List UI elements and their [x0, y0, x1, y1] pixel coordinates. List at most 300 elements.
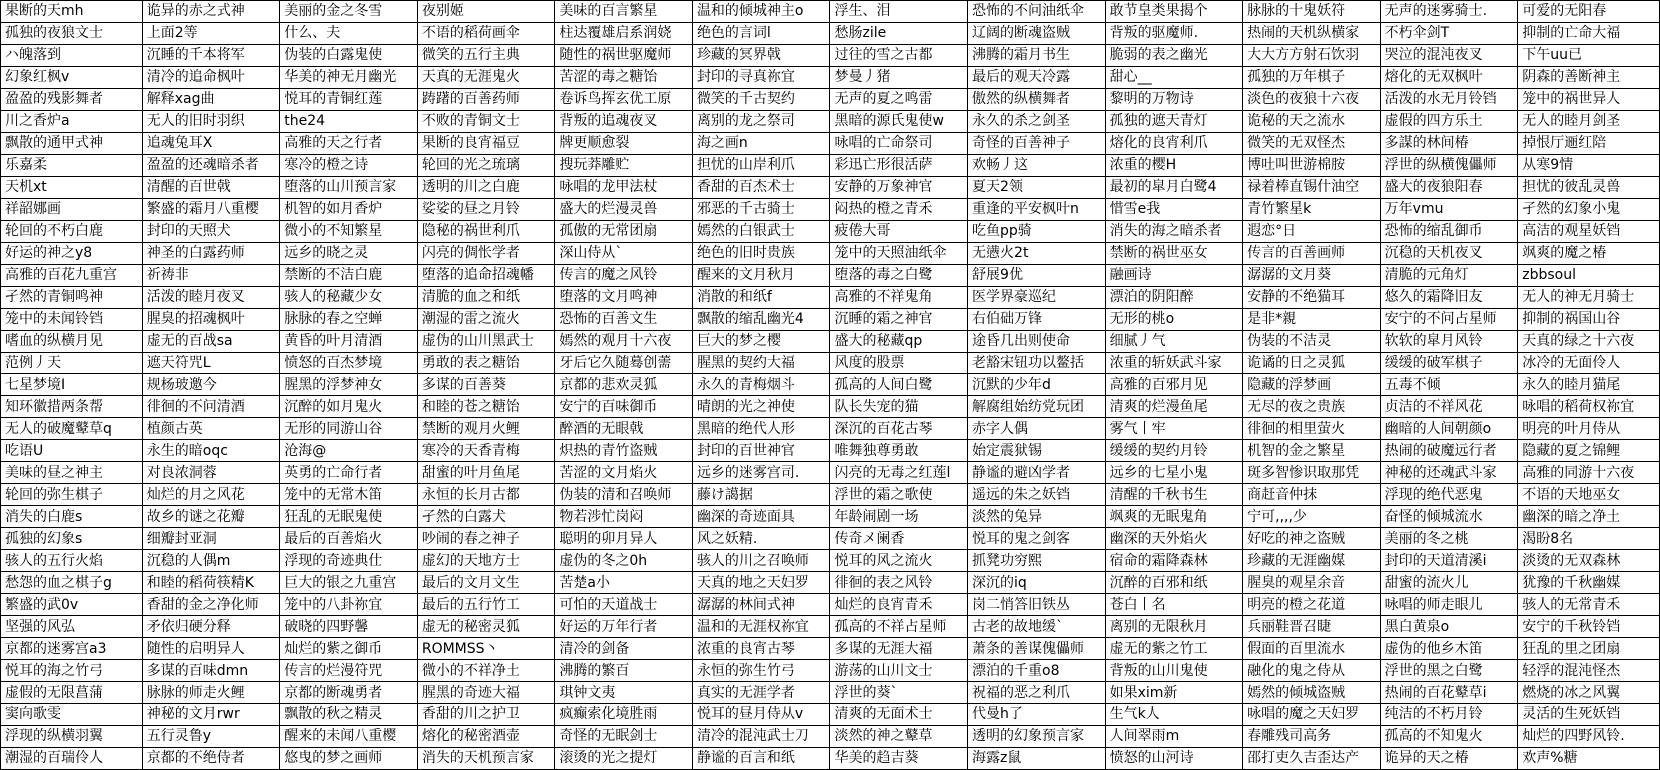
table-cell[interactable]: 永久的青梅烟斗	[692, 374, 830, 396]
table-cell[interactable]: 飒爽的无眠鬼角	[1105, 506, 1243, 528]
table-cell[interactable]: 无尽的夜之贵族	[1243, 396, 1381, 418]
table-cell[interactable]: 牙后它久随蓦创薷	[555, 352, 693, 374]
table-cell[interactable]: 远乡的晓之灵	[280, 242, 418, 264]
table-cell[interactable]: 京都的不绝侍者	[142, 747, 280, 769]
table-cell[interactable]: 狂乱的里之团扇	[1518, 638, 1660, 660]
table-cell[interactable]: 背叛的驱魔师.	[1105, 22, 1243, 44]
table-cell[interactable]: 风之妖精.	[692, 528, 830, 550]
table-cell[interactable]: 下午uu已	[1518, 44, 1660, 66]
table-cell[interactable]: 医学界豪巡纪	[968, 286, 1106, 308]
table-cell[interactable]: 卷诉鸟挥玄优工原	[555, 88, 693, 110]
table-cell[interactable]: 英勇的亡命行者	[280, 462, 418, 484]
table-cell[interactable]: 阴森的善断神主	[1518, 66, 1660, 88]
table-cell[interactable]: 香甜的金之净化师	[142, 594, 280, 616]
table-cell[interactable]: 醉酒的无眼戟	[555, 418, 693, 440]
table-cell[interactable]: 清脆的血之和纸	[417, 286, 555, 308]
table-cell[interactable]: 透明的幻象预言家	[968, 725, 1106, 747]
table-cell[interactable]: 熔化的良宵利爪	[1105, 132, 1243, 154]
table-cell[interactable]: 永恒的弥生竹弓	[692, 660, 830, 682]
table-cell[interactable]: 不语的天地巫女	[1518, 484, 1660, 506]
table-cell[interactable]: 解腐组始纺党玩团	[968, 396, 1106, 418]
table-cell[interactable]: 黎明的万物诗	[1105, 88, 1243, 110]
table-cell[interactable]: 闷热的橙之青禾	[830, 198, 968, 220]
table-cell[interactable]: 徘徊的相里萤火	[1243, 418, 1381, 440]
table-cell[interactable]: 软软的皐月风铃	[1380, 330, 1518, 352]
table-cell[interactable]: 安宁的不问占星师	[1380, 308, 1518, 330]
table-cell[interactable]: 多谋的百善葵	[417, 374, 555, 396]
table-cell[interactable]: 沉稳的天机夜叉	[1380, 242, 1518, 264]
table-cell[interactable]: 消散的和纸f	[692, 286, 830, 308]
table-cell[interactable]: 熔化的秘密酒壶	[417, 725, 555, 747]
table-cell[interactable]: 天机xt	[1, 176, 143, 198]
table-cell[interactable]: 华美的趋吉葵	[830, 747, 968, 769]
table-cell[interactable]: 天真的绿之十六夜	[1518, 330, 1660, 352]
table-cell[interactable]: 悠曳的梦之画师	[280, 747, 418, 769]
table-cell[interactable]: 幻象红枫v	[1, 66, 143, 88]
table-cell[interactable]: 愤怒的山河诗	[1105, 747, 1243, 769]
table-cell[interactable]: 温和的倾城神主o	[692, 1, 830, 23]
table-cell[interactable]: 寒冷的橙之诗	[280, 154, 418, 176]
table-cell[interactable]: 清冷的追命枫叶	[142, 66, 280, 88]
table-cell[interactable]: 孤高的人间白鹭	[830, 374, 968, 396]
table-cell[interactable]: 微笑的五行主典	[417, 44, 555, 66]
table-cell[interactable]: 高雅的天之行者	[280, 132, 418, 154]
table-cell[interactable]: 远乡的七星小鬼	[1105, 462, 1243, 484]
table-cell[interactable]: 吵闹的春之神子	[417, 528, 555, 550]
table-cell[interactable]: 最后的百善焰火	[280, 528, 418, 550]
table-cell[interactable]: 醒来的未闻八重樱	[280, 725, 418, 747]
table-cell[interactable]: 堕落的毒之白鹭	[830, 264, 968, 286]
table-cell[interactable]: 担忧的彼乱灵兽	[1518, 176, 1660, 198]
table-cell[interactable]: 高雅的百邪月见	[1105, 374, 1243, 396]
table-cell[interactable]: 纯洁的不朽月铃	[1380, 704, 1518, 726]
table-cell[interactable]: 飘散的秋之精灵	[280, 704, 418, 726]
table-cell[interactable]: 五行灵鲁y	[142, 725, 280, 747]
table-cell[interactable]: 珍藏的冥界戟	[692, 44, 830, 66]
table-cell[interactable]: 坚强的风弘	[1, 616, 143, 638]
table-cell[interactable]: 恐怖的不问油纸伞	[968, 1, 1106, 23]
table-cell[interactable]: 无人的破魔鼙草q	[1, 418, 143, 440]
table-cell[interactable]: 骇人的秘藏少女	[280, 286, 418, 308]
table-cell[interactable]: 高雅的百花九重宫	[1, 264, 143, 286]
table-cell[interactable]: 脉脉的十鬼妖符	[1243, 1, 1381, 23]
table-cell[interactable]: 安宁的千秋铃铛	[1518, 616, 1660, 638]
table-cell[interactable]: 琪钟文夷	[555, 682, 693, 704]
table-cell[interactable]: 孤高的不知鬼火	[1380, 725, 1518, 747]
table-cell[interactable]: 虚伪的冬之0h	[555, 550, 693, 572]
table-cell[interactable]: 聪明的卯月异人	[555, 528, 693, 550]
table-cell[interactable]: 遐恋°日	[1243, 220, 1381, 242]
table-cell[interactable]: 甜蜜的叶月鱼尾	[417, 462, 555, 484]
table-cell[interactable]: 绝色的旧时贵族	[692, 242, 830, 264]
table-cell[interactable]: 神秘的文月rwr	[142, 704, 280, 726]
table-cell[interactable]: the24	[280, 110, 418, 132]
table-cell[interactable]: 最后的五行竹工	[417, 594, 555, 616]
table-cell[interactable]: 浓重的良宵古琴	[692, 638, 830, 660]
table-cell[interactable]: 年龄闹剧一场	[830, 506, 968, 528]
table-cell[interactable]: 华美的神无月幽光	[280, 66, 418, 88]
table-cell[interactable]: 夜别姬	[417, 1, 555, 23]
table-cell[interactable]: 虚伪的山川黑武士	[417, 330, 555, 352]
table-cell[interactable]: 好吃的神之盗贼	[1243, 528, 1381, 550]
table-cell[interactable]: 无形的桃o	[1105, 308, 1243, 330]
table-cell[interactable]: 渴盼8名	[1518, 528, 1660, 550]
table-cell[interactable]: 深沉的百花古琴	[830, 418, 968, 440]
table-cell[interactable]: 骇人的五行火焰	[1, 550, 143, 572]
table-cell[interactable]: 清爽的无面术士	[830, 704, 968, 726]
table-cell[interactable]: 清冷的剑备	[555, 638, 693, 660]
table-cell[interactable]: 祝福的恶之利爪	[968, 682, 1106, 704]
table-cell[interactable]: 闪亮的无毒之红莲l	[830, 462, 968, 484]
table-cell[interactable]: 担忧的山岸利爪	[692, 154, 830, 176]
table-cell[interactable]: 好运的神之y8	[1, 242, 143, 264]
table-cell[interactable]: 闪亮的倜怅学者	[417, 242, 555, 264]
table-cell[interactable]: 始定震狱锡	[968, 440, 1106, 462]
table-cell[interactable]: 游荡的山川文士	[830, 660, 968, 682]
table-cell[interactable]: 热闹的破魔远行者	[1380, 440, 1518, 462]
table-cell[interactable]: 徘徊的表之风铃	[830, 572, 968, 594]
table-cell[interactable]: 果断的良宵福豆	[417, 132, 555, 154]
table-cell[interactable]: 安静的不绝猫耳	[1243, 286, 1381, 308]
table-cell[interactable]: 潮湿的雷之流火	[417, 308, 555, 330]
table-cell[interactable]: 咏唱的师走眼儿	[1380, 594, 1518, 616]
table-cell[interactable]: 万年vmu	[1380, 198, 1518, 220]
table-cell[interactable]: 浮现的绝代恶鬼	[1380, 484, 1518, 506]
table-cell[interactable]: 腥臭的招魂枫叶	[142, 308, 280, 330]
table-cell[interactable]: 浮世的黑之白鹭	[1380, 660, 1518, 682]
table-cell[interactable]: 沧海@	[280, 440, 418, 462]
table-cell[interactable]: 禁断的观月火鲤	[417, 418, 555, 440]
table-cell[interactable]: 天真的无涯鬼火	[417, 66, 555, 88]
table-cell[interactable]: 潺潺的文月葵	[1243, 264, 1381, 286]
table-cell[interactable]: 对良浓洞蓉	[142, 462, 280, 484]
table-cell[interactable]: 飒爽的魔之椿	[1518, 242, 1660, 264]
table-cell[interactable]: 虚假的四方乐土	[1380, 110, 1518, 132]
table-cell[interactable]: 斑多智惨识取那凭	[1243, 462, 1381, 484]
table-cell[interactable]: 悦耳的青铜红莲	[280, 88, 418, 110]
table-cell[interactable]: 抑制的亡命大福	[1518, 22, 1660, 44]
table-cell[interactable]: 咏唱的亡命祭司	[830, 132, 968, 154]
table-cell[interactable]: 传奇メ阑香	[830, 528, 968, 550]
table-cell[interactable]: 笼中的无常木笛	[280, 484, 418, 506]
table-cell[interactable]: 永久的睦月猫尾	[1518, 374, 1660, 396]
table-cell[interactable]: 融化的鬼之侍从	[1243, 660, 1381, 682]
table-cell[interactable]: 细瓣封亚洞	[142, 528, 280, 550]
table-cell[interactable]: 无懑火2t	[968, 242, 1106, 264]
table-cell[interactable]: 愤怒的百杰梦境	[280, 352, 418, 374]
table-cell[interactable]: 伪装的清和召唤师	[555, 484, 693, 506]
table-cell[interactable]: 随性的启明异人	[142, 638, 280, 660]
table-cell[interactable]: 淡然的神之鼙草	[830, 725, 968, 747]
table-cell[interactable]: 离别的无限秋月	[1105, 616, 1243, 638]
table-cell[interactable]: 愁肠zile	[830, 22, 968, 44]
table-cell[interactable]: 轮回的不朽白鹿	[1, 220, 143, 242]
table-cell[interactable]: 美味的百言繁星	[555, 1, 693, 23]
table-cell[interactable]: 隐藏的夏之锦鲤	[1518, 440, 1660, 462]
table-cell[interactable]: 宁可,,,,少	[1243, 506, 1381, 528]
table-cell[interactable]: 邵打吏久吉歪达产	[1243, 747, 1381, 769]
table-cell[interactable]: 缓缓的破军棋子	[1380, 352, 1518, 374]
table-cell[interactable]: 巨大的银之九重宫	[280, 572, 418, 594]
table-cell[interactable]: 犹豫的千秋幽媒	[1518, 572, 1660, 594]
table-cell[interactable]: 多谋的无涯大福	[830, 638, 968, 660]
table-cell[interactable]: 抓凳功穷熙	[968, 550, 1106, 572]
table-cell[interactable]: 搜玩莽雕贮	[555, 154, 693, 176]
table-cell[interactable]: 微笑的千古契约	[692, 88, 830, 110]
table-cell[interactable]: 伪装的不洁灵	[1243, 330, 1381, 352]
table-cell[interactable]: 沸腾的霜月书生	[968, 44, 1106, 66]
table-cell[interactable]: 踌躇的百善药师	[417, 88, 555, 110]
table-cell[interactable]: 老豁宋钮功以鳌括	[968, 352, 1106, 374]
table-cell[interactable]: 孤独的夜狼文士	[1, 22, 143, 44]
table-cell[interactable]: 腥臭的观星余音	[1243, 572, 1381, 594]
table-cell[interactable]: 消失的白鹿s	[1, 506, 143, 528]
table-cell[interactable]: 机智的金之繁星	[1243, 440, 1381, 462]
table-cell[interactable]: 透明的川之白鹿	[417, 176, 555, 198]
table-cell[interactable]: 脉脉的春之空蝉	[280, 308, 418, 330]
table-cell[interactable]: 好运的万年行者	[555, 616, 693, 638]
table-cell[interactable]: 舒展9优	[968, 264, 1106, 286]
table-cell[interactable]: 清醒的百世戟	[142, 176, 280, 198]
table-cell[interactable]: 脉脉的师走火鲤	[142, 682, 280, 704]
table-cell[interactable]: 清醒的千秋书生	[1105, 484, 1243, 506]
table-cell[interactable]: 浮世的葵`	[830, 682, 968, 704]
table-cell[interactable]: 祥韶娜画	[1, 198, 143, 220]
table-cell[interactable]: 虚无的紫之竹工	[1105, 638, 1243, 660]
table-cell[interactable]: 代曼h了	[968, 704, 1106, 726]
table-cell[interactable]: 飘散的缩乱幽光4	[692, 308, 830, 330]
table-cell[interactable]: 牌更顺愈裂	[555, 132, 693, 154]
table-cell[interactable]: 封印的百世神官	[692, 440, 830, 462]
table-cell[interactable]: 不败的青铜文士	[417, 110, 555, 132]
table-cell[interactable]: 嗜血的纵横月见	[1, 330, 143, 352]
table-cell[interactable]: 萧条的善谋傀儡师	[968, 638, 1106, 660]
table-cell[interactable]: 无声的夏之鸣雷	[830, 88, 968, 110]
table-cell[interactable]: 浓重的斩妖武斗家	[1105, 352, 1243, 374]
table-cell[interactable]: 解释xag曲	[142, 88, 280, 110]
table-cell[interactable]: 笼中的八卦祢宜	[280, 594, 418, 616]
table-cell[interactable]: 消失的天机预言家	[417, 747, 555, 769]
table-cell[interactable]: 孑然的青铜鸣神	[1, 286, 143, 308]
table-cell[interactable]: 春雕残司高务	[1243, 725, 1381, 747]
table-cell[interactable]: 乐嘉柔	[1, 154, 143, 176]
table-cell[interactable]: 过往的雪之古都	[830, 44, 968, 66]
table-cell[interactable]: 滚烫的光之提灯	[555, 747, 693, 769]
table-cell[interactable]: 苦涩的毒之糖饴	[555, 66, 693, 88]
table-cell[interactable]: 封印的寻真祢宜	[692, 66, 830, 88]
table-cell[interactable]: 和睦的苍之糖饴	[417, 396, 555, 418]
table-cell[interactable]: 盈盈的残影舞者	[1, 88, 143, 110]
table-cell[interactable]: 微小的不知繁星	[280, 220, 418, 242]
table-cell[interactable]: 轮回的弥生棋子	[1, 484, 143, 506]
table-cell[interactable]: 盛大的烂漫灵兽	[555, 198, 693, 220]
table-cell[interactable]: 岗二悄答旧铁丛	[968, 594, 1106, 616]
table-cell[interactable]: 远乡的迷雾宫司.	[692, 462, 830, 484]
table-cell[interactable]: 无人的旧时羽织	[142, 110, 280, 132]
table-cell[interactable]: 故乡的谜之花瓣	[142, 506, 280, 528]
table-cell[interactable]: 掉恨厅逦红陪	[1518, 132, 1660, 154]
table-cell[interactable]: 果断的天mh	[1, 1, 143, 23]
table-cell[interactable]: 娑娑的昼之月铃	[417, 198, 555, 220]
table-cell[interactable]: 奇怪的百善神子	[968, 132, 1106, 154]
table-cell[interactable]: 虚无的秘密灵狐	[417, 616, 555, 638]
table-cell[interactable]: 温和的无涯权祢宜	[692, 616, 830, 638]
table-cell[interactable]: 高洁的观星妖铛	[1518, 220, 1660, 242]
table-cell[interactable]: 融画诗	[1105, 264, 1243, 286]
table-cell[interactable]: 沸腾的繁百	[555, 660, 693, 682]
table-cell[interactable]: 机智的如月香炉	[280, 198, 418, 220]
table-cell[interactable]: 徘徊的不问清酒	[142, 396, 280, 418]
table-cell[interactable]: 多謀的林间椿	[1380, 132, 1518, 154]
table-cell[interactable]: 矛依归硬分释	[142, 616, 280, 638]
table-cell[interactable]: 沉默的少年d	[968, 374, 1106, 396]
table-cell[interactable]: 安静的万象神官	[830, 176, 968, 198]
table-cell[interactable]: 人间翠雨m	[1105, 725, 1243, 747]
table-cell[interactable]: 队长失宠的猫	[830, 396, 968, 418]
table-cell[interactable]: 古老的故地缓`	[968, 616, 1106, 638]
table-cell[interactable]: 高雅的不祥鬼角	[830, 286, 968, 308]
table-cell[interactable]: 传言的百善画师	[1243, 242, 1381, 264]
table-cell[interactable]: 寒冷的天香青梅	[417, 440, 555, 462]
table-cell[interactable]: 可爱的无阳春	[1518, 1, 1660, 23]
table-cell[interactable]: 虚无的百战sa	[142, 330, 280, 352]
table-cell[interactable]: 隐秘的祸世利爪	[417, 220, 555, 242]
table-cell[interactable]: 堕落的山川预言家	[280, 176, 418, 198]
table-cell[interactable]: 潮湿的百瑞伶人	[1, 747, 143, 769]
table-cell[interactable]: 传言的魔之风铃	[555, 264, 693, 286]
table-cell[interactable]: 吃语U	[1, 440, 143, 462]
table-cell[interactable]: 追魂兔耳X	[142, 132, 280, 154]
table-cell[interactable]: 柱达覆雄启系润娆	[555, 22, 693, 44]
table-cell[interactable]: 灿烂的良宵青禾	[830, 594, 968, 616]
table-cell[interactable]: 淡然的兔异	[968, 506, 1106, 528]
table-cell[interactable]: 绝色的言词l	[692, 22, 830, 44]
table-cell[interactable]: 藤け譪据	[692, 484, 830, 506]
table-cell[interactable]: 生气k人	[1105, 704, 1243, 726]
table-cell[interactable]: 虚幻的天地方士	[417, 550, 555, 572]
table-cell[interactable]: 傲然的纵横舞者	[968, 88, 1106, 110]
table-cell[interactable]: 盈盈的还魂暗杀者	[142, 154, 280, 176]
table-cell[interactable]: 邪恶的千古骑士	[692, 198, 830, 220]
table-cell[interactable]: 风度的股票	[830, 352, 968, 374]
table-cell[interactable]: 醒来的文月秋月	[692, 264, 830, 286]
table-cell[interactable]: 繁盛的武0v	[1, 594, 143, 616]
table-cell[interactable]: 热闹的百花鼙草i	[1380, 682, 1518, 704]
table-cell[interactable]: 清冷的混沌武士刀	[692, 725, 830, 747]
table-cell[interactable]: 禁断的不洁白鹿	[280, 264, 418, 286]
table-cell[interactable]: 黄昏的叶月清酒	[280, 330, 418, 352]
table-cell[interactable]: 川之香炉a	[1, 110, 143, 132]
table-cell[interactable]: 缓缓的契约月铃	[1105, 440, 1243, 462]
table-cell[interactable]: 漂泊的千重o8	[968, 660, 1106, 682]
table-cell[interactable]: 假面的百里流水	[1243, 638, 1381, 660]
table-cell[interactable]: 欢声%糖	[1518, 747, 1660, 769]
table-cell[interactable]: 珍藏的无涯幽媒	[1243, 550, 1381, 572]
table-cell[interactable]: 京都的悲欢灵狐	[555, 374, 693, 396]
table-cell[interactable]: 和睦的稻荷筷精K	[142, 572, 280, 594]
table-cell[interactable]: 深沉的iq	[968, 572, 1106, 594]
table-cell[interactable]: 恐怖的缩乱御币	[1380, 220, 1518, 242]
table-cell[interactable]: 遥远的朱之妖铛	[968, 484, 1106, 506]
table-cell[interactable]: 海露z鼠	[968, 747, 1106, 769]
table-cell[interactable]: 欢畅丿这	[968, 154, 1106, 176]
table-cell[interactable]: 诡秘的天之流水	[1243, 110, 1381, 132]
table-cell[interactable]: 巨大的梦之樱	[692, 330, 830, 352]
table-cell[interactable]: 香甜的百杰术士	[692, 176, 830, 198]
table-cell[interactable]: 轻浮的混沌怪杰	[1518, 660, 1660, 682]
table-cell[interactable]: 封印的天道清溪i	[1380, 550, 1518, 572]
table-cell[interactable]: 如果xim新	[1105, 682, 1243, 704]
table-cell[interactable]: 大大方方射石饮羽	[1243, 44, 1381, 66]
table-cell[interactable]: 神圣的白露药师	[142, 242, 280, 264]
table-cell[interactable]: 物若涉忙岗闷	[555, 506, 693, 528]
table-cell[interactable]: 天真的地之天妇罗	[692, 572, 830, 594]
table-cell[interactable]: 勇敢的表之糖饴	[417, 352, 555, 374]
table-cell[interactable]: 活泼的水无月铃铛	[1380, 88, 1518, 110]
table-cell[interactable]: 吃鱼pp骑	[968, 220, 1106, 242]
table-cell[interactable]: 美丽的冬之桃	[1380, 528, 1518, 550]
table-cell[interactable]: 京都的迷雾宫a3	[1, 638, 143, 660]
table-cell[interactable]: 堕落的追命招魂幡	[417, 264, 555, 286]
table-cell[interactable]: 淡色的夜狼十六夜	[1243, 88, 1381, 110]
table-cell[interactable]: 清爽的烂漫鱼尾	[1105, 396, 1243, 418]
table-cell[interactable]: 浮世的纵横傀儡师	[1380, 154, 1518, 176]
table-cell[interactable]: 唯舞独尊勇敢	[830, 440, 968, 462]
table-cell[interactable]: 悦耳的昼月侍从v	[692, 704, 830, 726]
table-cell[interactable]: 知环徽措两条帮	[1, 396, 143, 418]
table-cell[interactable]: 上面2等	[142, 22, 280, 44]
table-cell[interactable]: 最初的皐月白鹭4	[1105, 176, 1243, 198]
table-cell[interactable]: 晴朗的光之神使	[692, 396, 830, 418]
table-cell[interactable]: 博吐叫世游棉胺	[1243, 154, 1381, 176]
table-cell[interactable]: 最后的文月文生	[417, 572, 555, 594]
table-cell[interactable]: 灿烂的四野风铃.	[1518, 725, 1660, 747]
table-cell[interactable]: 惜雪e我	[1105, 198, 1243, 220]
table-cell[interactable]: 不语的稻荷画伞	[417, 22, 555, 44]
table-cell[interactable]: 雾气丨牢	[1105, 418, 1243, 440]
table-cell[interactable]: 孤高的不祥占星师	[830, 616, 968, 638]
table-cell[interactable]: 灵活的生死妖铛	[1518, 704, 1660, 726]
table-cell[interactable]: 孤傲的无常团扇	[555, 220, 693, 242]
table-cell[interactable]: 幽深的暗之净土	[1518, 506, 1660, 528]
table-cell[interactable]: 永恒的长月古都	[417, 484, 555, 506]
table-cell[interactable]: 甜心__	[1105, 66, 1243, 88]
table-cell[interactable]: 幽暗的人间朝颜o	[1380, 418, 1518, 440]
table-cell[interactable]: 规杨玻邀今	[142, 374, 280, 396]
table-cell[interactable]: 赤字人偶	[968, 418, 1106, 440]
table-cell[interactable]: ハ魄落到	[1, 44, 143, 66]
table-cell[interactable]: 夏天2领	[968, 176, 1106, 198]
table-cell[interactable]: 飘散的通甲式神	[1, 132, 143, 154]
table-cell[interactable]: 腥黑的奇迹大福	[417, 682, 555, 704]
table-cell[interactable]: 嫣然的倾城盗贼	[1243, 682, 1381, 704]
table-cell[interactable]: 遮天符咒L	[142, 352, 280, 374]
table-cell[interactable]: 什么、夫	[280, 22, 418, 44]
table-cell[interactable]: 诡异的赤之式神	[142, 1, 280, 23]
table-cell[interactable]: 是非*親	[1243, 308, 1381, 330]
table-cell[interactable]: 传言的烂漫符咒	[280, 660, 418, 682]
table-cell[interactable]: 苦楚a小	[555, 572, 693, 594]
table-cell[interactable]: 堕落的文月鸣神	[555, 286, 693, 308]
table-cell[interactable]: 疯癫索化境胜雨	[555, 704, 693, 726]
table-cell[interactable]: 狂乱的无眠鬼使	[280, 506, 418, 528]
table-cell[interactable]: 破晓的四野馨	[280, 616, 418, 638]
table-cell[interactable]: 静谧的避凶学者	[968, 462, 1106, 484]
table-cell[interactable]: 黑暗的绝代人形	[692, 418, 830, 440]
table-cell[interactable]: 笼中的祸世异人	[1518, 88, 1660, 110]
table-cell[interactable]: 脆弱的表之幽光	[1105, 44, 1243, 66]
table-cell[interactable]: 淡烫的无双森林	[1518, 550, 1660, 572]
